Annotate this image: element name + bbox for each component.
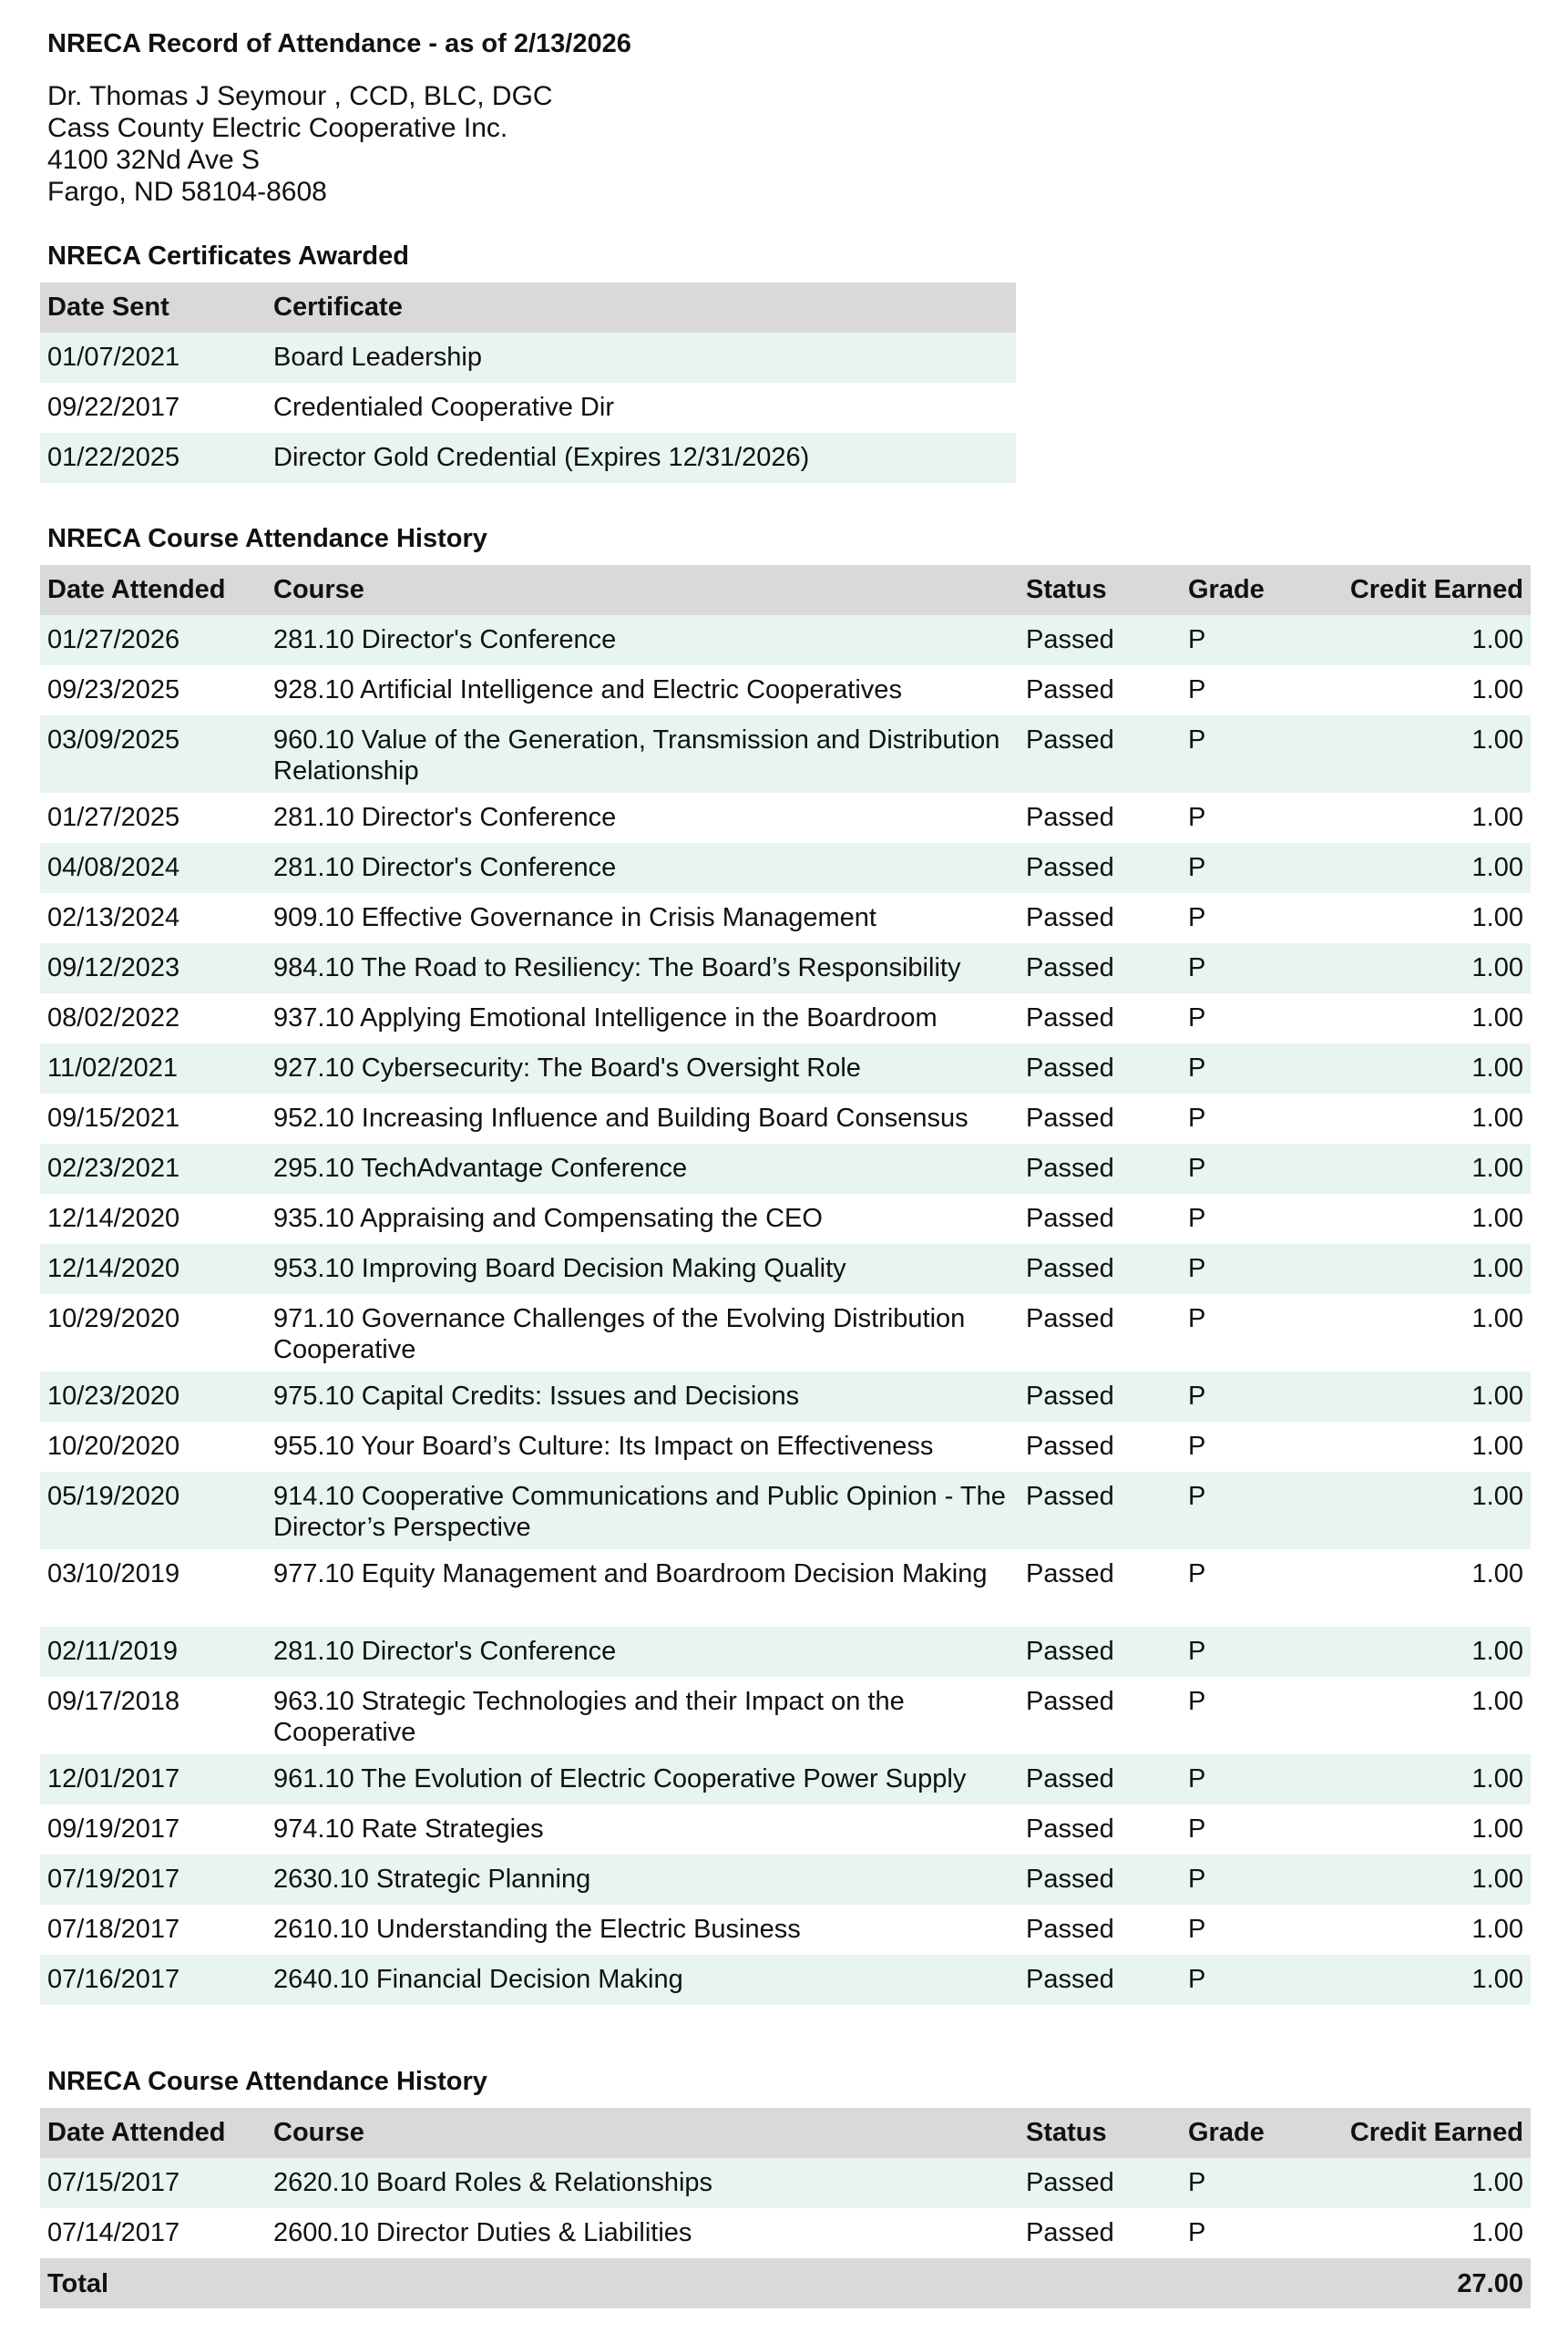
city-state-zip: Fargo, ND 58104-8608	[47, 177, 327, 207]
credit-earned-cell: 1.00	[1339, 1144, 1531, 1194]
credit-earned-cell: 1.00	[1339, 1294, 1531, 1372]
course-cell: 984.10 The Road to Resiliency: The Board’s Responsibility	[266, 943, 1019, 993]
table-row	[40, 993, 1531, 1043]
grade-cell: P	[1181, 1043, 1339, 1094]
course-cell: 2600.10 Director Duties & Liabilities	[266, 2208, 1019, 2258]
credit-earned-cell: 1.00	[1339, 1244, 1531, 1294]
grade-cell: P	[1181, 2158, 1339, 2208]
status-cell: Passed	[1019, 1677, 1181, 1754]
table-row	[40, 1094, 1531, 1144]
course-history-section-title: NRECA Course Attendance History	[47, 524, 487, 553]
status-cell: Passed	[1019, 2158, 1181, 2208]
table-row	[40, 943, 1531, 993]
grade-cell: P	[1181, 1294, 1339, 1372]
grade-cell: P	[1181, 1627, 1339, 1677]
course-cell: 935.10 Appraising and Compensating the CEO	[266, 1194, 1019, 1244]
column-header-course: Course	[266, 565, 1019, 615]
status-cell: Passed	[1019, 1094, 1181, 1144]
date-attended-cell: 09/12/2023	[40, 943, 266, 993]
date-attended-cell: 01/27/2026	[40, 615, 266, 665]
grade-cell: P	[1181, 843, 1339, 893]
grade-cell: P	[1181, 943, 1339, 993]
course-cell: 2610.10 Understanding the Electric Business	[266, 1905, 1019, 1955]
grade-cell: P	[1181, 1094, 1339, 1144]
date-attended-cell: 07/14/2017	[40, 2208, 266, 2258]
column-header-credit-earned: Credit Earned	[1339, 2108, 1531, 2158]
status-cell: Passed	[1019, 1627, 1181, 1677]
table-row	[40, 1804, 1531, 1855]
course-cell: 961.10 The Evolution of Electric Cooperative Power Supply	[266, 1754, 1019, 1804]
credit-earned-cell: 1.00	[1339, 615, 1531, 665]
certificates-table	[40, 283, 1016, 483]
grade-cell: P	[1181, 993, 1339, 1043]
course-history-continued-table-body	[40, 2158, 1531, 2258]
certificates-table-body	[40, 333, 1016, 483]
date-attended-cell: 08/02/2022	[40, 993, 266, 1043]
status-cell: Passed	[1019, 1372, 1181, 1422]
status-cell: Passed	[1019, 1905, 1181, 1955]
street-address: 4100 32Nd Ave S	[47, 145, 260, 175]
date-attended-cell: 12/14/2020	[40, 1244, 266, 1294]
status-cell: Passed	[1019, 1144, 1181, 1194]
grade-cell: P	[1181, 1472, 1339, 1549]
status-cell: Passed	[1019, 943, 1181, 993]
date-attended-cell: 10/29/2020	[40, 1294, 266, 1372]
table-row	[40, 1294, 1531, 1372]
table-row	[40, 715, 1531, 793]
course-cell: 963.10 Strategic Technologies and their Impact on the Cooperative	[266, 1677, 1019, 1754]
course-cell: 281.10 Director's Conference	[266, 843, 1019, 893]
grade-cell: P	[1181, 1549, 1339, 1627]
date-attended-cell: 02/11/2019	[40, 1627, 266, 1677]
total-row	[40, 2258, 1531, 2308]
status-cell: Passed	[1019, 1472, 1181, 1549]
table-row	[40, 1422, 1531, 1472]
table-row	[40, 1677, 1531, 1754]
grade-cell: P	[1181, 1244, 1339, 1294]
course-cell: 928.10 Artificial Intelligence and Electric Cooperatives	[266, 665, 1019, 715]
status-cell: Passed	[1019, 793, 1181, 843]
credit-earned-cell: 1.00	[1339, 1754, 1531, 1804]
table-row	[40, 1372, 1531, 1422]
credit-earned-cell: 1.00	[1339, 1955, 1531, 2005]
status-cell: Passed	[1019, 1754, 1181, 1804]
status-cell: Passed	[1019, 1804, 1181, 1855]
credit-earned-cell: 1.00	[1339, 1372, 1531, 1422]
grade-cell: P	[1181, 1677, 1339, 1754]
table-row	[40, 1855, 1531, 1905]
certificate-cell: Director Gold Credential (Expires 12/31/2026)	[266, 433, 1016, 483]
certificate-cell: Board Leadership	[266, 333, 1016, 383]
credit-earned-cell: 1.00	[1339, 665, 1531, 715]
course-cell: 937.10 Applying Emotional Intelligence in the Boardroom	[266, 993, 1019, 1043]
grade-cell: P	[1181, 615, 1339, 665]
date-attended-cell: 02/13/2024	[40, 893, 266, 943]
table-row	[40, 1955, 1531, 2005]
course-history-table-body	[40, 615, 1531, 2005]
credit-earned-cell: 1.00	[1339, 2158, 1531, 2208]
date-attended-cell: 11/02/2021	[40, 1043, 266, 1094]
course-cell: 977.10 Equity Management and Boardroom Decision Making	[266, 1549, 1019, 1627]
course-cell: 955.10 Your Board’s Culture: Its Impact on Effectiveness	[266, 1422, 1019, 1472]
course-cell: 2640.10 Financial Decision Making	[266, 1955, 1019, 2005]
grade-cell: P	[1181, 1422, 1339, 1472]
course-history-continued-header-row	[40, 2108, 1531, 2158]
status-cell: Passed	[1019, 1422, 1181, 1472]
column-header-certificate: Certificate	[266, 283, 1016, 333]
credit-earned-cell: 1.00	[1339, 893, 1531, 943]
course-cell: 914.10 Cooperative Communications and Public Opinion - The Director’s Perspective	[266, 1472, 1019, 1549]
table-row	[40, 1144, 1531, 1194]
date-attended-cell: 10/23/2020	[40, 1372, 266, 1422]
certificate-cell: Credentialed Cooperative Dir	[266, 383, 1016, 433]
date-attended-cell: 09/23/2025	[40, 665, 266, 715]
table-row	[40, 1472, 1531, 1549]
total-spacer	[1181, 2258, 1339, 2308]
course-cell: 971.10 Governance Challenges of the Evolving Distribution Cooperative	[266, 1294, 1019, 1372]
course-cell: 909.10 Effective Governance in Crisis Management	[266, 893, 1019, 943]
date-attended-cell: 07/16/2017	[40, 1955, 266, 2005]
credit-earned-cell: 1.00	[1339, 1905, 1531, 1955]
grade-cell: P	[1181, 793, 1339, 843]
date-attended-cell: 09/15/2021	[40, 1094, 266, 1144]
grade-cell: P	[1181, 1144, 1339, 1194]
table-row	[40, 1194, 1531, 1244]
course-cell: 975.10 Capital Credits: Issues and Decisions	[266, 1372, 1019, 1422]
grade-cell: P	[1181, 893, 1339, 943]
course-history-continued-section-title: NRECA Course Attendance History	[47, 2067, 487, 2096]
total-label: Total	[40, 2258, 266, 2308]
credit-earned-cell: 1.00	[1339, 1677, 1531, 1754]
table-row	[40, 1754, 1531, 1804]
credit-earned-cell: 1.00	[1339, 1804, 1531, 1855]
status-cell: Passed	[1019, 2208, 1181, 2258]
table-row	[40, 1627, 1531, 1677]
status-cell: Passed	[1019, 1294, 1181, 1372]
status-cell: Passed	[1019, 1955, 1181, 2005]
grade-cell: P	[1181, 1804, 1339, 1855]
column-header-course: Course	[266, 2108, 1019, 2158]
status-cell: Passed	[1019, 1855, 1181, 1905]
credit-earned-cell: 1.00	[1339, 1422, 1531, 1472]
member-name: Dr. Thomas J Seymour , CCD, BLC, DGC	[47, 81, 553, 111]
course-history-continued-table	[40, 2108, 1531, 2308]
status-cell: Passed	[1019, 1194, 1181, 1244]
date-attended-cell: 12/01/2017	[40, 1754, 266, 1804]
column-header-grade: Grade	[1181, 565, 1339, 615]
address-block	[47, 80, 553, 208]
total-spacer	[1019, 2258, 1181, 2308]
grade-cell: P	[1181, 715, 1339, 793]
status-cell: Passed	[1019, 665, 1181, 715]
course-cell: 952.10 Increasing Influence and Building Board Consensus	[266, 1094, 1019, 1144]
course-cell: 281.10 Director's Conference	[266, 615, 1019, 665]
status-cell: Passed	[1019, 993, 1181, 1043]
grade-cell: P	[1181, 1905, 1339, 1955]
credit-earned-cell: 1.00	[1339, 843, 1531, 893]
total-credit-value: 27.00	[1339, 2258, 1531, 2308]
date-attended-cell: 04/08/2024	[40, 843, 266, 893]
column-header-date-sent: Date Sent	[40, 283, 266, 333]
date-attended-cell: 02/23/2021	[40, 1144, 266, 1194]
column-header-grade: Grade	[1181, 2108, 1339, 2158]
cooperative-name: Cass County Electric Cooperative Inc.	[47, 113, 508, 143]
status-cell: Passed	[1019, 615, 1181, 665]
table-row	[40, 333, 1016, 383]
date-attended-cell: 01/27/2025	[40, 793, 266, 843]
status-cell: Passed	[1019, 1244, 1181, 1294]
credit-earned-cell: 1.00	[1339, 793, 1531, 843]
date-attended-cell: 09/17/2018	[40, 1677, 266, 1754]
date-attended-cell: 09/19/2017	[40, 1804, 266, 1855]
table-row	[40, 1549, 1531, 1627]
credit-earned-cell: 1.00	[1339, 1855, 1531, 1905]
date-attended-cell: 03/10/2019	[40, 1549, 266, 1627]
table-row	[40, 2158, 1531, 2208]
column-header-credit-earned: Credit Earned	[1339, 565, 1531, 615]
course-cell: 953.10 Improving Board Decision Making Quality	[266, 1244, 1019, 1294]
status-cell: Passed	[1019, 1549, 1181, 1627]
course-cell: 974.10 Rate Strategies	[266, 1804, 1019, 1855]
credit-earned-cell: 1.00	[1339, 715, 1531, 793]
date-sent-cell: 01/07/2021	[40, 333, 266, 383]
credit-earned-cell: 1.00	[1339, 1627, 1531, 1677]
date-attended-cell: 03/09/2025	[40, 715, 266, 793]
column-header-status: Status	[1019, 2108, 1181, 2158]
course-cell: 295.10 TechAdvantage Conference	[266, 1144, 1019, 1194]
course-cell: 960.10 Value of the Generation, Transmission and Distribution Relationship	[266, 715, 1019, 793]
table-row	[40, 665, 1531, 715]
grade-cell: P	[1181, 665, 1339, 715]
date-attended-cell: 07/19/2017	[40, 1855, 266, 1905]
status-cell: Passed	[1019, 893, 1181, 943]
column-header-status: Status	[1019, 565, 1181, 615]
grade-cell: P	[1181, 1372, 1339, 1422]
grade-cell: P	[1181, 1855, 1339, 1905]
column-header-date-attended: Date Attended	[40, 2108, 266, 2158]
certificates-section-title: NRECA Certificates Awarded	[47, 242, 409, 271]
credit-earned-cell: 1.00	[1339, 1549, 1531, 1627]
credit-earned-cell: 1.00	[1339, 1472, 1531, 1549]
table-row	[40, 433, 1016, 483]
column-header-date-attended: Date Attended	[40, 565, 266, 615]
credit-earned-cell: 1.00	[1339, 2208, 1531, 2258]
date-attended-cell: 10/20/2020	[40, 1422, 266, 1472]
course-history-table	[40, 565, 1531, 2005]
course-cell: 2630.10 Strategic Planning	[266, 1855, 1019, 1905]
course-cell: 2620.10 Board Roles & Relationships	[266, 2158, 1019, 2208]
table-row	[40, 383, 1016, 433]
credit-earned-cell: 1.00	[1339, 993, 1531, 1043]
certificates-header-row	[40, 283, 1016, 333]
status-cell: Passed	[1019, 715, 1181, 793]
total-spacer	[266, 2258, 1019, 2308]
grade-cell: P	[1181, 1754, 1339, 1804]
table-row	[40, 615, 1531, 665]
date-sent-cell: 01/22/2025	[40, 433, 266, 483]
course-cell: 927.10 Cybersecurity: The Board's Oversight Role	[266, 1043, 1019, 1094]
course-cell: 281.10 Director's Conference	[266, 793, 1019, 843]
status-cell: Passed	[1019, 1043, 1181, 1094]
document-title: NRECA Record of Attendance - as of 2/13/2026	[47, 29, 631, 58]
date-attended-cell: 05/19/2020	[40, 1472, 266, 1549]
course-history-header-row	[40, 565, 1531, 615]
credit-earned-cell: 1.00	[1339, 1043, 1531, 1094]
table-row	[40, 793, 1531, 843]
table-row	[40, 2208, 1531, 2258]
grade-cell: P	[1181, 2208, 1339, 2258]
date-attended-cell: 07/15/2017	[40, 2158, 266, 2208]
date-sent-cell: 09/22/2017	[40, 383, 266, 433]
table-row	[40, 1905, 1531, 1955]
table-row	[40, 843, 1531, 893]
table-row	[40, 1244, 1531, 1294]
table-row	[40, 1043, 1531, 1094]
course-cell: 281.10 Director's Conference	[266, 1627, 1019, 1677]
date-attended-cell: 12/14/2020	[40, 1194, 266, 1244]
credit-earned-cell: 1.00	[1339, 943, 1531, 993]
date-attended-cell: 07/18/2017	[40, 1905, 266, 1955]
credit-earned-cell: 1.00	[1339, 1194, 1531, 1244]
status-cell: Passed	[1019, 843, 1181, 893]
credit-earned-cell: 1.00	[1339, 1094, 1531, 1144]
table-row	[40, 893, 1531, 943]
grade-cell: P	[1181, 1955, 1339, 2005]
grade-cell: P	[1181, 1194, 1339, 1244]
